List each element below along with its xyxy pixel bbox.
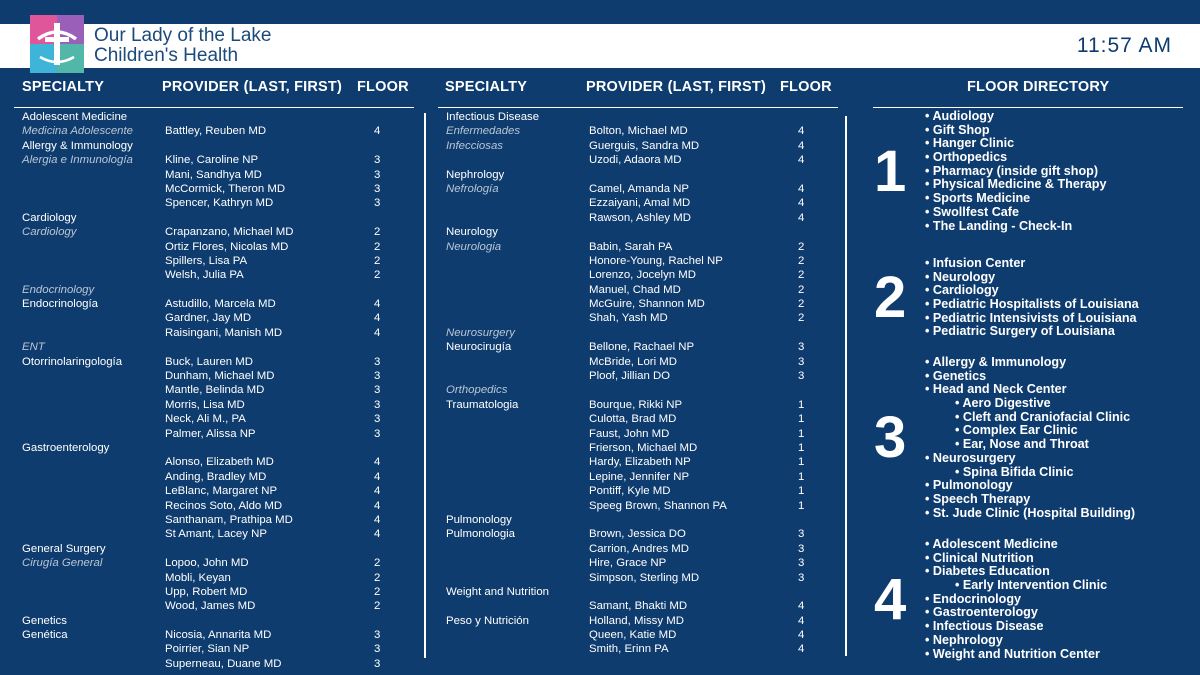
provider-name: Gardner, Jay MD <box>165 312 252 325</box>
floor-number: 4 <box>798 139 805 152</box>
specialty-label: Allergy & Immunology <box>22 139 133 152</box>
provider-name: Ploof, Jillian DO <box>589 370 671 383</box>
directory-item: • St. Jude Clinic (Hospital Building) <box>925 505 1136 520</box>
directory-item: • Pharmacy (inside gift shop) <box>925 163 1099 178</box>
specialty-label: Cardiology <box>22 211 77 224</box>
specialty-label: Neurosurgery <box>446 326 516 339</box>
directory-item: • Nephrology <box>925 632 1003 647</box>
specialty-label: Alergia e Inmunología <box>22 154 133 167</box>
provider-name: Bellone, Rachael NP <box>589 341 695 354</box>
floor-number: 3 <box>798 370 805 383</box>
provider-name: Speeg Brown, Shannon PA <box>589 499 727 512</box>
provider-name: Uzodi, Adaora MD <box>589 154 682 167</box>
floor-number-large: 2 <box>874 265 907 331</box>
provider-name: Alonso, Elizabeth MD <box>165 456 274 469</box>
directory-item: • Genetics <box>925 368 987 383</box>
provider-name: Simpson, Sterling MD <box>589 571 700 584</box>
specialty-label: Genética <box>22 629 68 642</box>
floor-number: 2 <box>374 600 381 613</box>
provider-name: Bolton, Michael MD <box>589 125 688 138</box>
directory-item: • Speech Therapy <box>925 491 1031 506</box>
directory-item: • Ear, Nose and Throat <box>955 437 1089 452</box>
specialty-label: Endocrinology <box>22 283 95 296</box>
provider-name: Samant, Bhakti MD <box>589 600 688 613</box>
floor-number: 4 <box>798 629 805 642</box>
provider-name: Crapanzano, Michael MD <box>165 226 294 239</box>
provider-name: Buck, Lauren MD <box>165 355 253 368</box>
provider-name: Mantle, Belinda MD <box>165 384 265 397</box>
specialty-label: Peso y Nutrición <box>446 614 529 627</box>
floor-number: 3 <box>798 528 805 541</box>
directory-item: • Physical Medicine & Therapy <box>925 177 1107 192</box>
provider-name: Babin, Sarah PA <box>589 240 673 253</box>
provider-name: Rawson, Ashley MD <box>589 211 691 224</box>
specialty-label: Otorrinolaringología <box>22 355 123 368</box>
provider-name: LeBlanc, Margaret NP <box>165 485 278 498</box>
provider-name: Carrion, Andres MD <box>589 542 690 555</box>
header-bar <box>0 24 1200 68</box>
floor-number: 3 <box>374 384 381 397</box>
specialty-label: Pulmonologia <box>446 528 516 541</box>
floor-number: 4 <box>798 182 805 195</box>
provider-name: Lorenzo, Jocelyn MD <box>589 269 696 282</box>
floor-number: 1 <box>798 499 805 512</box>
provider-name: McCormick, Theron MD <box>165 182 286 195</box>
provider-name: Lepine, Jennifer NP <box>589 470 690 483</box>
provider-name: Camel, Amanda NP <box>589 182 690 195</box>
directory-item: • Neurosurgery <box>925 450 1016 465</box>
provider-name: Anding, Bradley MD <box>165 470 267 483</box>
provider-name: Morris, Lisa MD <box>165 398 245 411</box>
middle-header-rule <box>438 107 838 108</box>
provider-name: McGuire, Shannon MD <box>589 298 705 311</box>
brand-line-1: Our Lady of the Lake <box>94 25 272 46</box>
floor-number: 4 <box>374 499 381 512</box>
specialty-label: Cardiology <box>22 226 77 239</box>
floor-number: 3 <box>798 557 805 570</box>
floor-number: 4 <box>374 470 381 483</box>
floor-number: 4 <box>798 643 805 656</box>
directory-item: • Neurology <box>925 269 996 284</box>
specialty-label: ENT <box>22 341 45 354</box>
floor-item-list <box>925 110 1106 233</box>
directory-item: • Aero Digestive <box>955 396 1051 411</box>
specialty-label: Nephrology <box>446 168 505 181</box>
provider-name: Welsh, Julia PA <box>165 269 244 282</box>
middle-specialty-header: SPECIALTY <box>445 79 528 95</box>
provider-name: McBride, Lori MD <box>589 355 677 368</box>
floor-number: 4 <box>374 312 381 325</box>
floor-number: 2 <box>798 298 805 311</box>
floor-number: 3 <box>374 370 381 383</box>
directory-item: • Swollfest Cafe <box>925 204 1019 219</box>
directory-item: • Clinical Nutrition <box>925 550 1034 565</box>
provider-name: Ortiz Flores, Nicolas MD <box>165 240 289 253</box>
column-divider-1 <box>424 113 426 658</box>
directory-item: • Diabetes Education <box>925 564 1050 579</box>
floor-number: 4 <box>798 211 805 224</box>
floor-number: 2 <box>374 571 381 584</box>
floor-item-list <box>925 538 1107 661</box>
floor-item-list <box>925 257 1139 339</box>
directory-item: • Adolescent Medicine <box>925 537 1058 551</box>
provider-name: Guerguis, Sandra MD <box>589 139 700 152</box>
directory-item: • Infectious Disease <box>925 619 1044 634</box>
floor-number: 2 <box>798 283 805 296</box>
floor-number: 1 <box>798 456 805 469</box>
provider-name: Manuel, Chad MD <box>589 283 681 296</box>
floor-number: 3 <box>374 168 381 181</box>
provider-name: Neck, Ali M., PA <box>165 413 246 426</box>
middle-provider-header: PROVIDER (LAST, FIRST) <box>586 79 767 95</box>
provider-name: Shah, Yash MD <box>589 312 668 325</box>
brand-name <box>94 26 271 66</box>
floor-number: 4 <box>374 513 381 526</box>
specialty-label: General Surgery <box>22 542 106 555</box>
floor-number: 3 <box>374 657 381 670</box>
provider-name: Bourque, Rikki NP <box>589 398 683 411</box>
floor-number: 4 <box>798 600 805 613</box>
floor-number: 4 <box>798 197 805 210</box>
floor-number: 4 <box>374 125 381 138</box>
floor-number: 1 <box>798 485 805 498</box>
provider-name: Palmer, Alissa NP <box>165 427 256 440</box>
middle-floor-header: FLOOR <box>780 79 832 95</box>
specialty-label: Cirugía General <box>22 557 103 570</box>
floor-number: 4 <box>798 614 805 627</box>
specialty-label: Nefrología <box>446 182 499 195</box>
floor-number: 1 <box>798 427 805 440</box>
provider-name: St Amant, Lacey NP <box>165 528 267 541</box>
left-specialty-header: SPECIALTY <box>22 79 105 95</box>
provider-name: Superneau, Duane MD <box>165 657 282 670</box>
directory-item: • Audiology <box>925 109 995 123</box>
floor-number: 4 <box>374 528 381 541</box>
directory-header-rule <box>873 107 1183 108</box>
provider-name: Raisingani, Manish MD <box>165 326 283 339</box>
specialty-label: Traumatologia <box>446 398 519 411</box>
specialty-label: Medicina Adolescente <box>22 125 134 138</box>
directory-item: • Cleft and Craniofacial Clinic <box>955 409 1131 424</box>
provider-name: Hire, Grace NP <box>589 557 667 570</box>
column-divider-2 <box>845 116 847 656</box>
provider-name: Spillers, Lisa PA <box>165 254 248 267</box>
provider-name: Astudillo, Marcela MD <box>165 298 276 311</box>
floor-number: 4 <box>798 154 805 167</box>
specialty-label: Neurocirugía <box>446 341 512 354</box>
directory-item: • Gastroenterology <box>925 605 1038 620</box>
provider-name: Poirrier, Sian NP <box>165 643 250 656</box>
provider-name: Culotta, Brad MD <box>589 413 677 426</box>
floor-number: 2 <box>374 226 381 239</box>
top-band <box>0 0 1200 24</box>
floor-number: 2 <box>374 585 381 598</box>
directory-item: • Endocrinology <box>925 591 1022 606</box>
left-provider-header: PROVIDER (LAST, FIRST) <box>162 79 343 95</box>
directory-item: • Spina Bifida Clinic <box>955 464 1074 479</box>
floor-number: 4 <box>374 298 381 311</box>
floor-number: 2 <box>798 312 805 325</box>
floor-item-list <box>925 356 1135 520</box>
provider-name: Dunham, Michael MD <box>165 370 275 383</box>
floor-number: 3 <box>374 197 381 210</box>
floor-number: 1 <box>798 398 805 411</box>
floor-number-large: 3 <box>874 405 907 471</box>
directory-item: • Hanger Clinic <box>925 136 1015 151</box>
provider-name: Faust, John MD <box>589 427 670 440</box>
brand-line-2: Children's Health <box>94 45 239 66</box>
floor-number: 1 <box>798 413 805 426</box>
provider-name: Hardy, Elizabeth NP <box>589 456 691 469</box>
floor-number: 3 <box>374 413 381 426</box>
provider-name: Brown, Jessica DO <box>589 528 686 541</box>
directory-item: • Pediatric Intensivists of Louisiana <box>925 310 1137 325</box>
specialty-label: Pulmonology <box>446 513 512 526</box>
provider-name: Pontiff, Kyle MD <box>589 485 671 498</box>
provider-name: Ezzaiyani, Amal MD <box>589 197 691 210</box>
directory-item: • Pediatric Surgery of Louisiana <box>925 324 1115 339</box>
provider-name: Nicosia, Annarita MD <box>165 629 272 642</box>
floor-number: 3 <box>374 643 381 656</box>
left-header-rule <box>14 107 414 108</box>
directory-item: • Head and Neck Center <box>925 382 1067 397</box>
provider-name: Battley, Reuben MD <box>165 125 267 138</box>
specialty-label: Adolescent Medicine <box>22 111 128 123</box>
floor-directory-header: FLOOR DIRECTORY <box>967 79 1110 95</box>
floor-number: 2 <box>374 269 381 282</box>
provider-name: Honore-Young, Rachel NP <box>589 254 723 267</box>
floor-number: 2 <box>374 254 381 267</box>
provider-name: Lopoo, John MD <box>165 557 249 570</box>
clock: 11:57 AM <box>1076 34 1172 57</box>
floor-number: 3 <box>374 427 381 440</box>
provider-name: Queen, Katie MD <box>589 629 677 642</box>
directory-item: • Orthopedics <box>925 150 1008 165</box>
floor-number: 3 <box>374 182 381 195</box>
directory-item: • Allergy & Immunology <box>925 355 1067 369</box>
specialty-label: Neurologia <box>446 240 502 253</box>
provider-name: Holland, Missy MD <box>589 614 684 627</box>
floor-number: 1 <box>798 441 805 454</box>
floor-number-large: 1 <box>874 138 907 204</box>
floor-number: 3 <box>374 629 381 642</box>
provider-name: Spencer, Kathryn MD <box>165 197 274 210</box>
floor-number: 3 <box>798 341 805 354</box>
floor-number: 2 <box>798 240 805 253</box>
directory-item: • Complex Ear Clinic <box>955 423 1078 438</box>
directory-item: • The Landing - Check-In <box>925 218 1073 233</box>
provider-name: Santhanam, Prathipa MD <box>165 513 293 526</box>
floor-number: 2 <box>374 557 381 570</box>
directory-item: • Weight and Nutrition Center <box>925 646 1100 661</box>
directory-item: • Early Intervention Clinic <box>955 578 1108 593</box>
specialty-label: Weight and Nutrition <box>446 585 549 598</box>
left-floor-header: FLOOR <box>357 79 409 95</box>
floor-number: 3 <box>374 154 381 167</box>
provider-name: Upp, Robert MD <box>165 585 248 598</box>
floor-number: 4 <box>374 456 381 469</box>
specialty-label: Infectious Disease <box>446 111 540 123</box>
specialty-label: Enfermedades <box>446 125 521 138</box>
floor-number: 4 <box>798 125 805 138</box>
floor-number: 3 <box>798 571 805 584</box>
provider-name: Frierson, Michael MD <box>589 441 698 454</box>
floor-number: 3 <box>798 542 805 555</box>
floor-number-large: 4 <box>874 566 907 632</box>
specialty-label: Endocrinología <box>22 298 98 311</box>
floor-number: 4 <box>374 326 381 339</box>
specialty-label: Orthopedics <box>446 384 508 397</box>
directory-item: • Sports Medicine <box>925 191 1031 206</box>
floor-number: 3 <box>374 398 381 411</box>
provider-name: Mobli, Keyan <box>165 571 231 584</box>
provider-name: Mani, Sandhya MD <box>165 168 262 181</box>
floor-number: 1 <box>798 470 805 483</box>
floor-number: 4 <box>374 485 381 498</box>
provider-name: Wood, James MD <box>165 600 256 613</box>
floor-number: 3 <box>798 355 805 368</box>
specialty-label: Gastroenterology <box>22 441 110 454</box>
specialty-label: Infecciosas <box>446 139 503 152</box>
provider-name: Recinos Soto, Aldo MD <box>165 499 283 512</box>
floor-number: 3 <box>374 355 381 368</box>
directory-item: • Infusion Center <box>925 256 1026 270</box>
specialty-label: Genetics <box>22 614 67 627</box>
provider-name: Kline, Caroline NP <box>165 154 259 167</box>
directory-item: • Cardiology <box>925 283 999 298</box>
directory-item: • Pulmonology <box>925 478 1013 493</box>
cross-shield-logo-icon <box>30 15 84 73</box>
directory-item: • Pediatric Hospitalists of Louisiana <box>925 297 1139 312</box>
specialty-label: Neurology <box>446 226 498 239</box>
provider-name: Smith, Erinn PA <box>589 643 669 656</box>
floor-number: 2 <box>798 254 805 267</box>
directory-item: • Gift Shop <box>925 122 990 137</box>
floor-number: 2 <box>798 269 805 282</box>
floor-number: 2 <box>374 240 381 253</box>
